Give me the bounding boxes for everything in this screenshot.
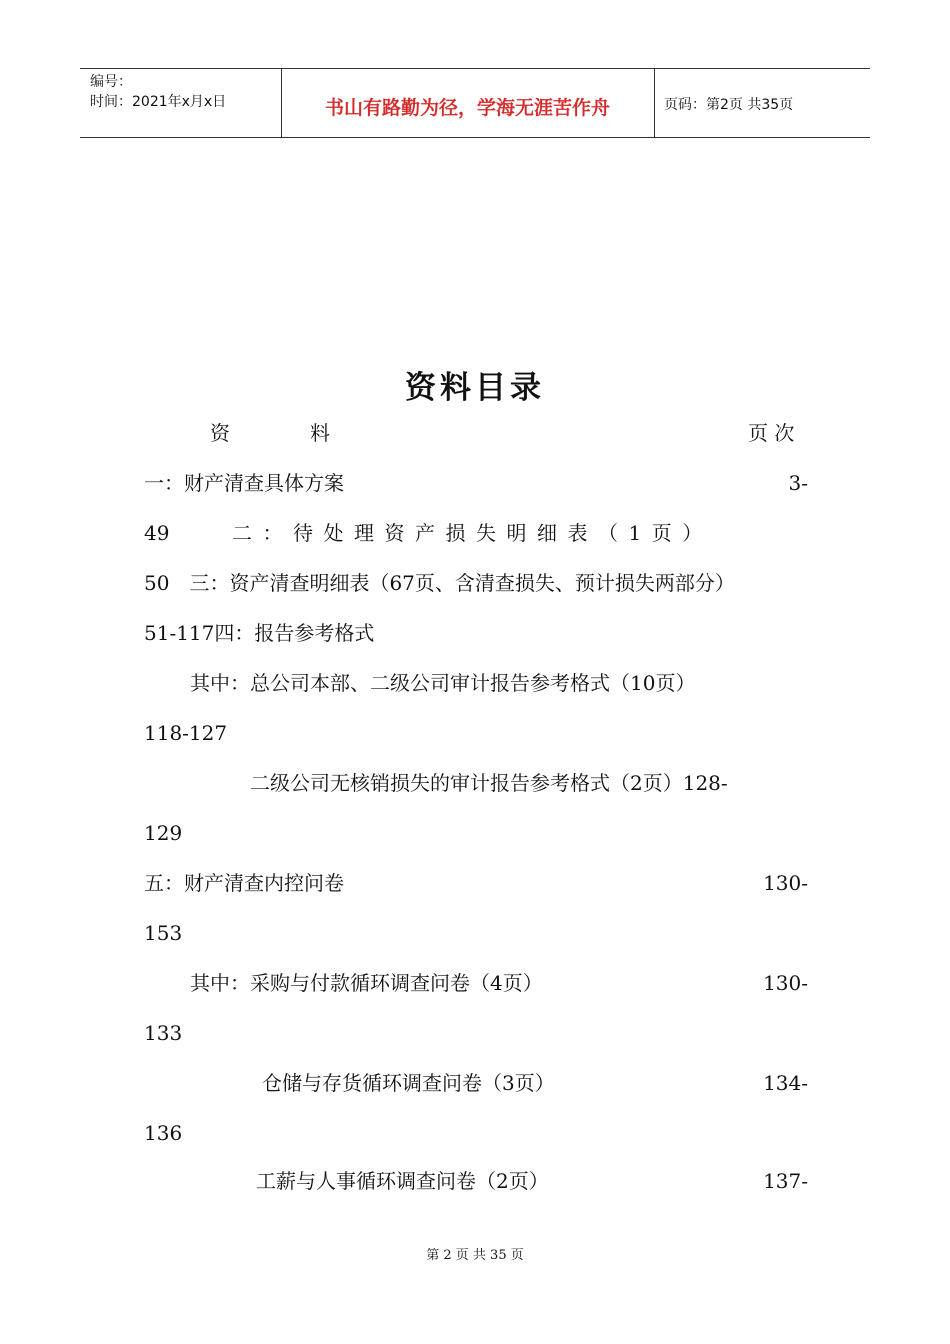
toc-item-1-page-cont: 49 bbox=[144, 521, 170, 545]
header-motto-cell bbox=[281, 69, 655, 137]
toc-item-4: 51-117四：报告参考格式 bbox=[144, 621, 375, 645]
column-header-pages: 页 次 bbox=[748, 421, 795, 445]
toc-item-3: 50 三：资产清查明细表（67页、含清查损失、预计损失两部分） bbox=[144, 571, 735, 595]
header-info-cell bbox=[80, 69, 282, 137]
toc-item-5-sub-2: 仓储与存货循环调查问卷（3页） bbox=[262, 1071, 555, 1095]
toc-item-5-sub-3-page: 137- bbox=[763, 1169, 808, 1193]
page-number-label: 页码：第2页 共35页 bbox=[664, 97, 794, 113]
toc-item-4-sub-2-pages: 129 bbox=[144, 821, 183, 845]
page-header bbox=[80, 68, 870, 138]
toc-item-4-sub-1: 其中：总公司本部、二级公司审计报告参考格式（10页） bbox=[190, 671, 696, 695]
toc-item-5-sub-1-page: 130- bbox=[763, 971, 808, 995]
toc-item-4-sub-2: 二级公司无核销损失的审计报告参考格式（2页）128- bbox=[250, 771, 728, 795]
toc-item-5-page: 130- bbox=[763, 871, 808, 895]
toc-item-5-sub-1: 其中：采购与付款循环调查问卷（4页） bbox=[190, 971, 543, 995]
header-page-cell bbox=[654, 69, 870, 137]
toc-item-5-sub-2-page-cont: 136 bbox=[144, 1121, 183, 1145]
toc-item-1: 一：财产清查具体方案 bbox=[144, 471, 344, 495]
column-header-materials: 资 料 bbox=[210, 421, 330, 445]
toc-item-5-sub-3: 工薪与人事循环调查问卷（2页） bbox=[256, 1169, 549, 1193]
code-label: 编号： bbox=[90, 74, 132, 90]
toc-item-5-page-cont: 153 bbox=[144, 921, 183, 945]
toc-item-4-sub-1-pages: 118-127 bbox=[144, 721, 228, 745]
document-title: 资料目录 bbox=[405, 370, 545, 406]
page-footer: 第 2 页 共 35 页 bbox=[426, 1248, 524, 1263]
toc-item-2: 二：待处理资产损失明细表（1页） bbox=[232, 521, 713, 545]
toc-item-1-page: 3- bbox=[788, 471, 808, 495]
toc-item-5-sub-2-page: 134- bbox=[763, 1071, 808, 1095]
motto: 书山有路勤为径，学海无涯苦作舟 bbox=[324, 97, 610, 119]
toc-item-5-sub-1-page-cont: 133 bbox=[144, 1021, 183, 1045]
toc-item-5: 五：财产清查内控问卷 bbox=[144, 871, 344, 895]
time-label: 时间：2021年x月x日 bbox=[90, 94, 227, 110]
